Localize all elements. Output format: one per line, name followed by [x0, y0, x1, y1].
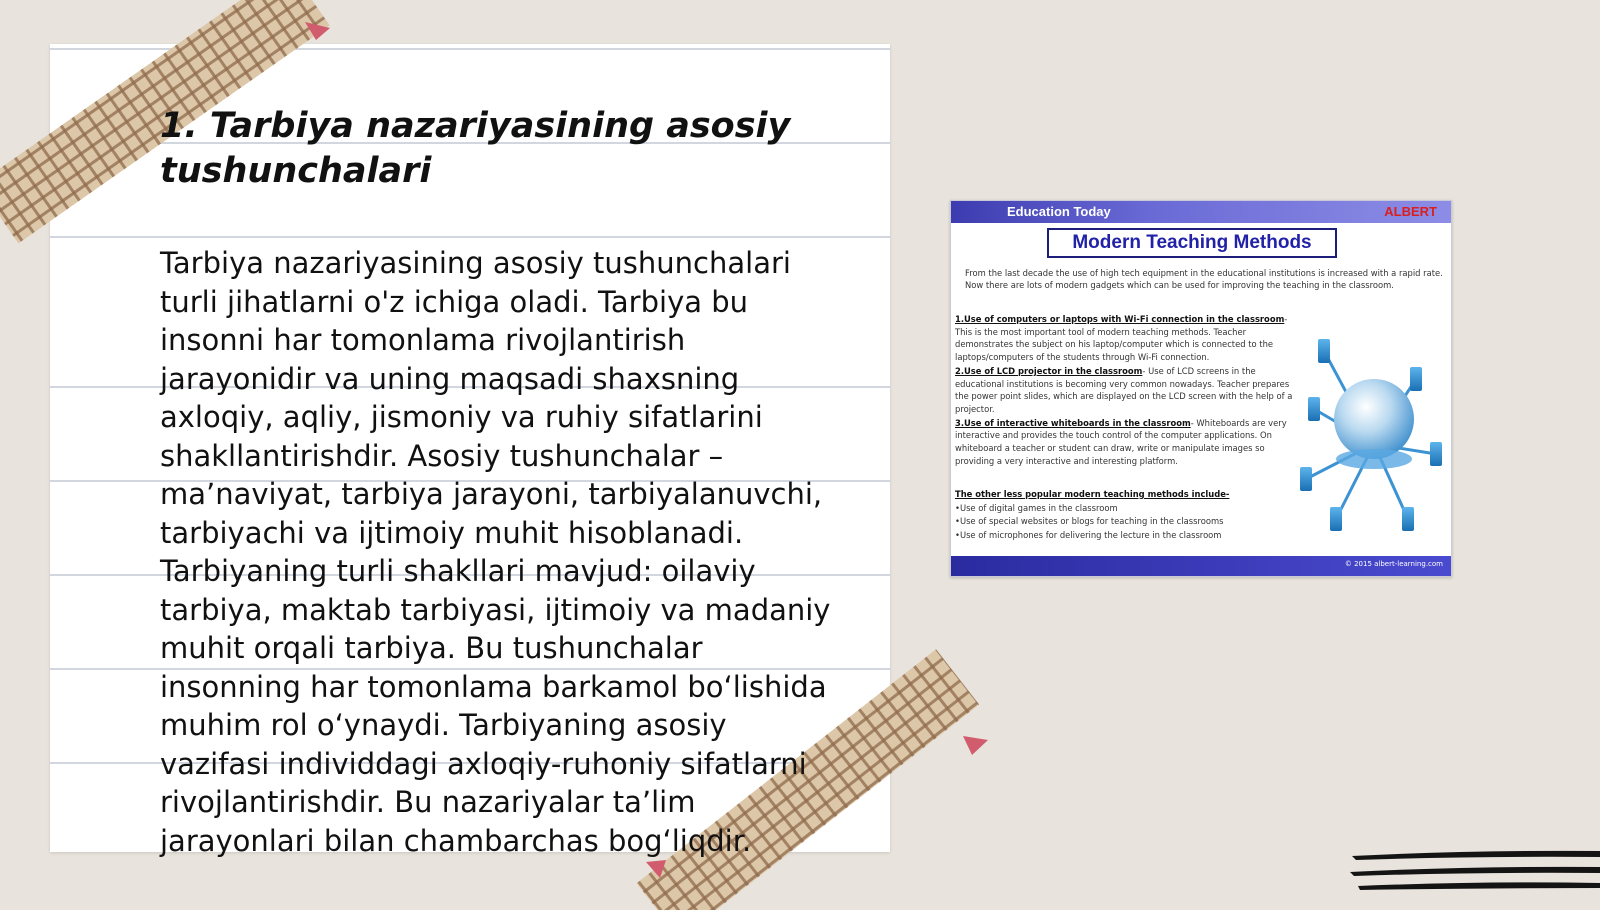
slide-image-modern-teaching [950, 200, 1452, 577]
slide-intro: From the last decade the use of high tech equipment in the educational institutions is increased with a rapid rate. Now there are lots of modern gadgets which can be used for improving the teaching in the classroom. [965, 268, 1443, 291]
body-paragraph: Tarbiya nazariyasining asosiy tushunchalari turli jihatlarni o'z ichiga oladi. Tarbiya bu insonni har tomonlama rivojlantirish jarayonidir va uning maqsadi shaxsning axloqiy, aqliy, jismoniy va ruhiy sifatlarini shakllantirishdir. Asosiy tushunchalar – ma’naviyat, tarbiya jarayoni, tarbiyalanuvchi, tarbiyachi va ijtimoiy muhit hisoblanadi. Tarbiyaning turli shakllari mavjud: oilaviy tarbiya, maktab tarbiyasi, ijtimoiy va madaniy muhit orqali tarbiya. Bu tushunchalar insonning har tomonlama barkamol bo‘lishida muhim rol o‘ynaydi. Tarbiyaning asosiy vazifasi individdagi axloqiy-ruhoniy sifatlarni rivojlantirishdir. Bu nazariyalar ta’lim jarayonlari bilan chambarchas bog‘liqdir. [160, 246, 831, 858]
slide-other-item: •Use of microphones for delivering the lecture in the classroom [955, 529, 1222, 540]
slide-heading: Modern Teaching Methods [1047, 228, 1337, 258]
slide-other-item: •Use of digital games in the classroom [955, 502, 1118, 513]
slide-other-item: •Use of special websites or blogs for teaching in the classrooms [955, 516, 1224, 526]
slide-other-heading: The other less popular modern teaching methods include- [955, 489, 1230, 499]
slide-other-methods [955, 488, 1297, 542]
slide-method-label: 2.Use of LCD projector in the classroom [955, 365, 1143, 376]
slide-methods-list [955, 313, 1297, 468]
slide-brand: Education Today [1007, 204, 1111, 219]
slide-method-label: 1.Use of computers or laptops with Wi-Fi connection in the classroom [955, 314, 1285, 324]
slide-footer-bar [951, 556, 1451, 576]
slide-method-text: - Use of LCD screens in the educational institutions is becoming very common nowadays. Teacher prepares the power point slides, which are displayed on the LCD screen with the help of a projector. [955, 365, 1293, 414]
slide-header-bar [951, 201, 1451, 223]
brush-stroke-decoration [1350, 848, 1600, 900]
title-line-2: tushunchalari [160, 151, 432, 191]
slide-method-item [955, 417, 1297, 468]
page-title [160, 104, 800, 194]
slide-logo: ALBERT [1384, 204, 1437, 219]
slide-method-item [955, 365, 1297, 416]
network-globe-icon [1296, 339, 1446, 544]
slide-footer-text: © 2015 albert-learning.com [1344, 560, 1443, 568]
slide-method-item [955, 313, 1297, 364]
slide-method-text: - Whiteboards are very interactive and provides the touch control of the computer applications. On whiteboard a teacher or student can draw, write or manipulate images so providing a very interactive and interesting platform. [955, 417, 1287, 466]
slide-method-label: 3.Use of interactive whiteboards in the classroom [955, 417, 1191, 428]
title-line-1: 1. Tarbiya nazariyasining asosiy [160, 106, 791, 146]
slide-method-text: - This is the most important tool of modern teaching methods. Teacher demonstrates the subject on his laptop/computer which is connected to the laptops/computers of the students through Wi-Fi connection. [955, 314, 1288, 363]
